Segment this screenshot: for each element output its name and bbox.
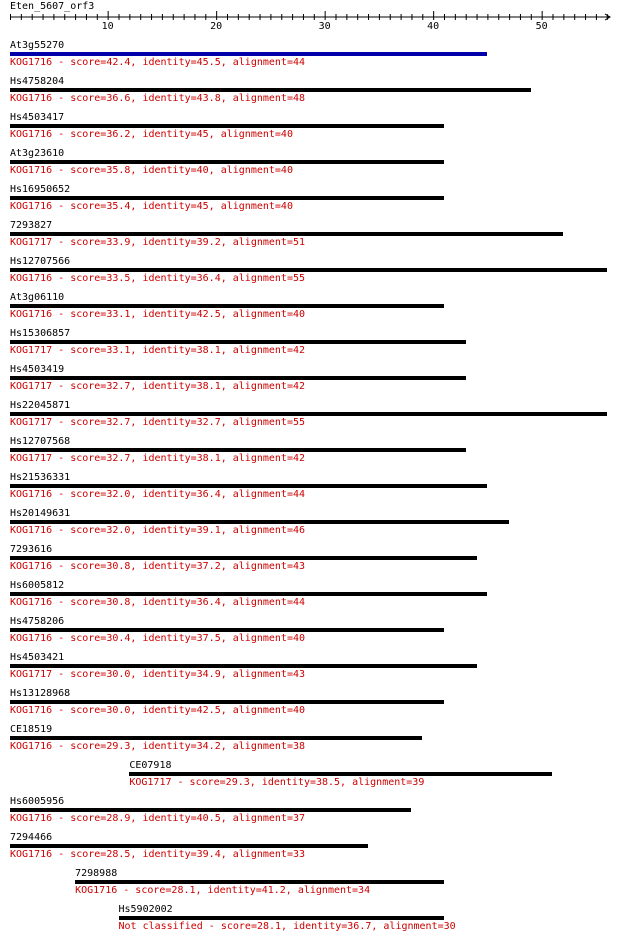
hit-name[interactable]: 7298988 [75,868,118,879]
alignment-bar[interactable] [10,304,444,308]
hit-name[interactable]: Hs4758204 [10,76,65,87]
tick-label: 20 [210,21,223,32]
tick-label: 40 [427,21,440,32]
hit-description: KOG1716 - score=35.8, identity=40, alignment=40 [10,165,293,176]
hit-name[interactable]: Hs6005812 [10,580,65,591]
hit-description: KOG1716 - score=33.1, identity=42.5, alignment=40 [10,309,306,320]
hit-name[interactable]: Hs16950652 [10,184,71,195]
hit-description: KOG1716 - score=30.4, identity=37.5, alignment=40 [10,633,306,644]
hit-name[interactable]: Hs4503419 [10,364,65,375]
hit-name[interactable]: Hs12707568 [10,436,71,447]
hit-description: KOG1716 - score=30.8, identity=36.4, alignment=44 [10,597,306,608]
hit-description: KOG1717 - score=33.9, identity=39.2, alignment=51 [10,237,306,248]
hit-description: KOG1716 - score=32.0, identity=39.1, alignment=46 [10,525,306,536]
alignment-bar[interactable] [10,700,444,704]
alignment-bar[interactable] [10,340,466,344]
hit-description: Not classified - score=28.1, identity=36.7, alignment=30 [118,921,456,932]
alignment-bar[interactable] [10,664,477,668]
alignment-bar[interactable] [10,268,607,272]
hit-name[interactable]: At3g06110 [10,292,65,303]
hit-description: KOG1716 - score=28.5, identity=39.4, alignment=33 [10,849,306,860]
alignment-bar[interactable] [10,628,444,632]
hit-description: KOG1716 - score=36.2, identity=45, alignment=40 [10,129,293,140]
hit-description: KOG1716 - score=32.0, identity=36.4, alignment=44 [10,489,306,500]
hit-name[interactable]: 7293616 [10,544,53,555]
query-name: Eten_5607_orf3 [10,1,95,12]
alignment-bar[interactable] [10,484,487,488]
hit-description: KOG1717 - score=29.3, identity=38.5, alignment=39 [129,777,425,788]
position-axis [0,0,620,30]
alignment-bar[interactable] [10,448,466,452]
hit-name[interactable]: Hs15306857 [10,328,71,339]
hit-name[interactable]: At3g55270 [10,40,65,51]
hit-description: KOG1716 - score=30.8, identity=37.2, alignment=43 [10,561,306,572]
hit-description: KOG1716 - score=28.1, identity=41.2, alignment=34 [75,885,371,896]
hit-name[interactable]: 7293827 [10,220,53,231]
alignment-bar[interactable] [10,520,509,524]
hit-name[interactable]: Hs5902002 [118,904,173,915]
alignment-bar[interactable] [10,232,563,236]
tick-label: 30 [318,21,331,32]
hit-description: KOG1716 - score=29.3, identity=34.2, alignment=38 [10,741,306,752]
alignment-bar[interactable] [10,124,444,128]
alignment-bar[interactable] [10,736,422,740]
alignment-bar[interactable] [10,592,487,596]
hit-name[interactable]: Hs20149631 [10,508,71,519]
alignment-bar[interactable] [10,556,477,560]
hit-description: KOG1716 - score=30.0, identity=42.5, alignment=40 [10,705,306,716]
tick-label: 10 [101,21,114,32]
alignment-bar[interactable] [10,412,607,416]
hit-name[interactable]: Hs12707566 [10,256,71,267]
alignment-bar[interactable] [129,772,552,776]
hit-description: KOG1717 - score=32.7, identity=32.7, alignment=55 [10,417,306,428]
alignment-bar[interactable] [10,808,411,812]
alignment-bar[interactable] [10,196,444,200]
hit-name[interactable]: Hs4503421 [10,652,65,663]
tick-label: 50 [535,21,548,32]
alignment-bar[interactable] [10,844,368,848]
alignment-bar[interactable] [75,880,444,884]
alignment-bar[interactable] [10,160,444,164]
hit-description: KOG1716 - score=42.4, identity=45.5, alignment=44 [10,57,306,68]
hit-description: KOG1716 - score=28.9, identity=40.5, alignment=37 [10,813,306,824]
alignment-bar[interactable] [10,88,531,92]
hit-description: KOG1716 - score=36.6, identity=43.8, alignment=48 [10,93,306,104]
hit-name[interactable]: Hs21536331 [10,472,71,483]
hit-name[interactable]: CE18519 [10,724,53,735]
hit-description: KOG1717 - score=33.1, identity=38.1, alignment=42 [10,345,306,356]
hit-name[interactable]: At3g23610 [10,148,65,159]
hit-description: KOG1716 - score=35.4, identity=45, alignment=40 [10,201,293,212]
hit-name[interactable]: Hs22045871 [10,400,71,411]
hit-description: KOG1717 - score=32.7, identity=38.1, alignment=42 [10,453,306,464]
hit-name[interactable]: 7294466 [10,832,53,843]
hit-description: KOG1717 - score=30.0, identity=34.9, alignment=43 [10,669,306,680]
hit-name[interactable]: Hs13128968 [10,688,71,699]
alignment-bar[interactable] [10,52,487,56]
hit-name[interactable]: Hs4503417 [10,112,65,123]
alignment-bar[interactable] [10,376,466,380]
hit-description: KOG1717 - score=32.7, identity=38.1, alignment=42 [10,381,306,392]
hit-name[interactable]: CE07918 [129,760,172,771]
alignment-bar[interactable] [119,916,445,920]
hit-description: KOG1716 - score=33.5, identity=36.4, alignment=55 [10,273,306,284]
hit-name[interactable]: Hs4758206 [10,616,65,627]
hit-name[interactable]: Hs6005956 [10,796,65,807]
